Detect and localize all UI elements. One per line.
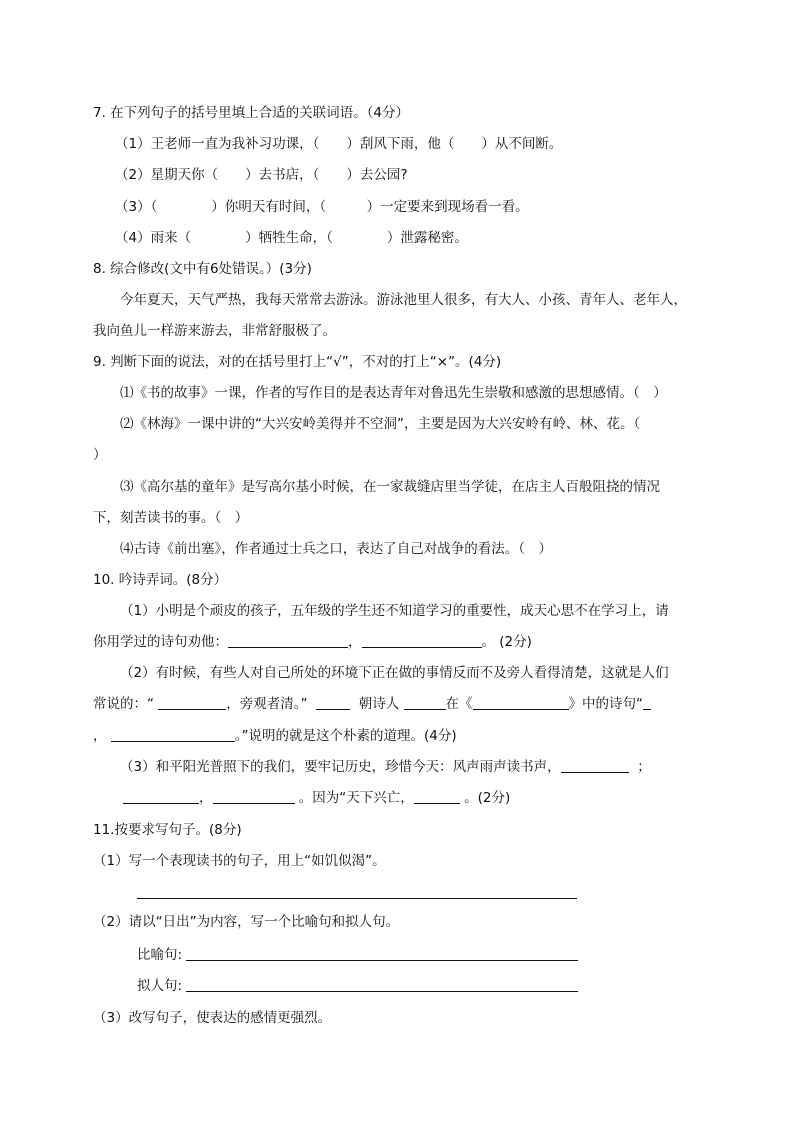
answer-blank[interactable] bbox=[362, 633, 482, 648]
q8-paragraph-line-1: 今年夏天，天气严热，我每天常常去游泳。游泳池里人很多，有大人、小孩、青年人、老年人， bbox=[120, 292, 687, 308]
answer-blank[interactable] bbox=[228, 633, 348, 648]
q10-part-3-line-1 bbox=[120, 758, 651, 776]
q11-title: 11.按要求写句子。(8分) bbox=[93, 822, 242, 838]
q10-part-3-line-2 bbox=[123, 789, 510, 807]
q10-part-1-prompt: 你用学过的诗句劝他： bbox=[93, 634, 228, 650]
q9-item-3-line-2: 下，刻苦读书的事。（ ） bbox=[93, 510, 249, 526]
q9-item-1: ⑴《书的故事》一课，作者的写作目的是表达青年对鲁迅先生崇敬和感激的思想感情。（ ） bbox=[120, 385, 667, 401]
q7-item-2: （2）星期天你（ ）去书店，（ ）去公园? bbox=[115, 167, 408, 183]
q10-part-2-line-2 bbox=[93, 695, 651, 713]
q10-part-3-because: 。因为“天下兴亡， bbox=[298, 790, 414, 806]
q9-item-4: ⑷古诗《前出塞》，作者通过士兵之口，表达了自己对战争的看法。（ ） bbox=[120, 541, 552, 557]
answer-blank[interactable] bbox=[414, 789, 460, 804]
q7-item-1: （1）王老师一直为我补习功课，（ ）刮风下雨，他（ ）从不间断。 bbox=[115, 136, 563, 152]
q10-part-1-line-1: （1）小明是个顽皮的孩子，五年级的学生还不知道学习的重要性，成天心思不在学习上，请 bbox=[120, 603, 669, 619]
metaphor-label: 比喻句: bbox=[137, 947, 183, 963]
metaphor-answer-line[interactable] bbox=[186, 960, 578, 961]
answer-blank[interactable] bbox=[643, 695, 651, 710]
q8-paragraph-line-2: 我向鱼儿一样游来游去，非常舒服极了。 bbox=[93, 323, 336, 339]
answer-blank[interactable] bbox=[111, 727, 235, 742]
q10-title: 10. 吟诗弄词。(8分） bbox=[93, 572, 228, 588]
personification-label: 拟人句: bbox=[137, 978, 183, 994]
q9-item-3-line-1: ⑶《高尔基的童年》是写高尔基小时候，在一家裁缝店里当学徒，在店主人百般阻挠的情况 bbox=[120, 479, 660, 495]
personification-answer-line[interactable] bbox=[186, 991, 578, 992]
q10-part-2-quote-open: 常说的：“ bbox=[93, 696, 154, 712]
answer-blank[interactable] bbox=[213, 789, 295, 804]
q10-part-2-in: 在《 bbox=[445, 696, 473, 712]
q10-part-2-line-3 bbox=[93, 727, 457, 745]
answer-blank[interactable] bbox=[316, 695, 350, 710]
q10-part-3-comma: ， bbox=[199, 790, 213, 806]
q10-part-2-dynasty-poet: 朝诗人 bbox=[358, 696, 400, 712]
q10-part-3-score: 。(2分) bbox=[464, 790, 511, 806]
q7-item-4: （4）雨来（ ）牺牲生命，（ ）泄露秘密。 bbox=[115, 230, 468, 246]
q10-part-3-semicolon: ； bbox=[637, 759, 651, 775]
answer-blank[interactable] bbox=[123, 789, 199, 804]
q11-sentence-2-prompt: （2）请以“日出”为内容，写一个比喻句和拟人句。 bbox=[93, 914, 400, 930]
answer-blank[interactable] bbox=[158, 695, 226, 710]
q10-part-2-poem-quote: 》中的诗句“ bbox=[568, 696, 644, 712]
q10-part-1-line-2 bbox=[93, 633, 532, 651]
q10-part-3-intro: （3）和平阳光普照下的我们，要牢记历史，珍惜今天：风声雨声读书声， bbox=[120, 759, 561, 775]
q7-item-3: （3）（ ）你明天有时间，（ ）一定要来到现场看一看。 bbox=[115, 199, 529, 215]
answer-blank[interactable] bbox=[404, 695, 446, 710]
q7-title: 7. 在下列句子的括号里填上合适的关联词语。（4分） bbox=[93, 105, 410, 121]
answer-blank[interactable] bbox=[473, 695, 569, 710]
q9-item-2-line-2: ） bbox=[93, 447, 107, 463]
q10-part-2-proverb-end: ，旁观者清。” bbox=[226, 696, 308, 712]
q8-title: 8. 综合修改(文中有6处错误。）(3分) bbox=[93, 261, 312, 277]
q10-part-1-comma: ， bbox=[348, 634, 362, 650]
q10-part-1-score: 。 (2分) bbox=[481, 634, 532, 650]
q11-sentence-3-prompt: （3）改写句子，使表达的感情更强烈。 bbox=[93, 1010, 332, 1026]
sentence-1-answer-line[interactable] bbox=[137, 898, 577, 899]
answer-blank[interactable] bbox=[561, 758, 629, 773]
q10-part-2-explanation: 。”说明的就是这个朴素的道理。(4分) bbox=[234, 728, 457, 744]
q10-part-2-comma: ， bbox=[93, 728, 107, 744]
q10-part-2-line-1: （2）有时候，有些人对自己所处的环境下正在做的事情反而不及旁人看得清楚，这就是人们 bbox=[120, 665, 669, 681]
q11-sentence-1-prompt: （1）写一个表现读书的句子，用上“如饥似渴”。 bbox=[93, 853, 386, 869]
q9-title: 9. 判断下面的说法，对的在括号里打上“√”，不对的打上“×”。(4分) bbox=[93, 354, 502, 370]
q9-item-2-line-1: ⑵《林海》一课中讲的“大兴安岭美得并不空洞”，主要是因为大兴安岭有岭、林、花。（ bbox=[120, 416, 641, 432]
